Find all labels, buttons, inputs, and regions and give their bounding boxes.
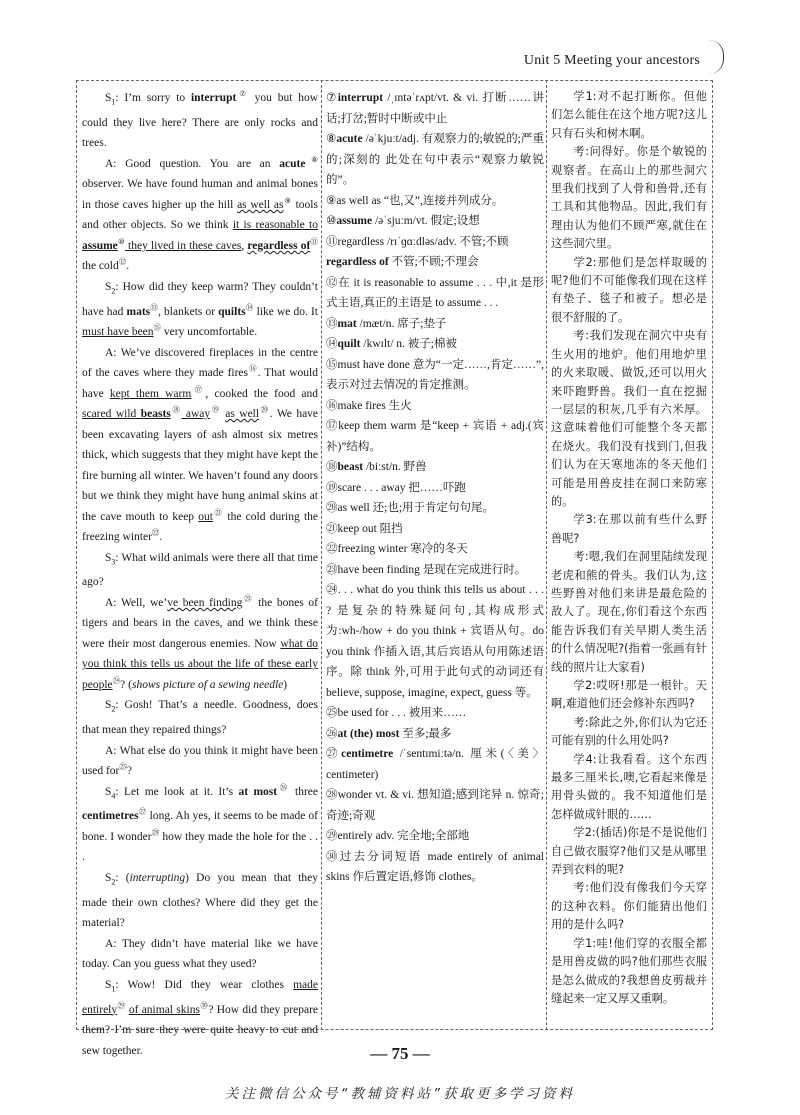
translation-paragraph: 考:嗯,我们在洞里陆续发现老虎和熊的骨头。我们认为,这些野兽对他们来讲是最危险的敌人了。现在,你们看这个东西能告诉我们有关早期人类生活的什么情况呢?(指着一张画有针线的照片让大家看) [551,550,707,674]
translation-paragraph: 学4:让我看看。这个东西最多三厘米长,噢,它看起来像是用骨头做的。我不知道他们是怎样做成针眼的…… [551,752,707,821]
vocab-note: ⑭quilt /kwɪlt/ n. 被子;棉被 [326,338,457,350]
dialogue-paragraph: A: What else do you think it might have been used for$^㉕$? [82,744,318,778]
translation-paragraph: 学2:(插话)你是不是说他们自己做衣服穿?他们又是从哪里弄到衣料的呢? [551,826,707,877]
dialogue-paragraph: $S_1$: Wow! Did they wear clothes made entirely$^㉙$ of animal skins$^㉚$? How did they prepare them? I’m sure they were quite heavy to cut and sew together. [82,978,318,1057]
chinese-translation-column [551,88,707,1008]
vocab-note: ⑲scare . . . away 把……吓跑 [326,481,466,494]
translation-paragraph: 学1:哇!他们穿的衣服全都是用兽皮做的吗?他们那些衣服是怎么做成的?我想兽皮剪裁并缝起来一定又厚又重啊。 [551,936,707,1005]
vocab-note: ㉖at (the) most 至多;最多 [326,727,452,740]
dialogue-paragraph: $S_4$: Let me look at it. It’s at most$^㉖$ three centimetres$^㉗$ long. Ah yes, it seems to be made of bone. I wonder$^㉘$ how they made the hole for the . . . [82,782,319,864]
header-brace-decoration [709,40,724,74]
vocab-note: ㉑keep out 阻挡 [326,522,403,535]
vocab-note: ㉒freezing winter 寒冷的冬天 [326,543,468,555]
page-number: — 75 — [370,1044,430,1063]
dialogue-paragraph: A: They didn’t have material like we have today. Can you guess what they used? [82,937,318,971]
dialogue-paragraph: A: Good question. You are an acute⑧ observer. We have found human and animal bones in those caves higher up the hill as well as⑨ tools and other objects. So we think it is reasonable to assume⑩ they lived in these caves, regardless of⑪ the cold⑫. [82,154,319,273]
vocab-note: ⑨as well as “也,又”,连接并列成分。 [326,194,504,207]
translation-paragraph: 学3:在那以前有些什么野兽呢? [551,513,707,545]
column-divider [546,80,547,1030]
translation-paragraph: 考:我们发现在洞穴中央有生火用的地炉。他们用地炉里的火来取暖、做饭,还可以用火来吓跑野兽。我们一直在挖掘一层层的积灰,几乎有六米厚。这意味着他们可能整个冬天都在烧火。我们没有找到门,但我们认为在天寒地冻的冬天他们可能是用兽皮挂在洞口来防寒的。 [551,329,707,508]
vocab-note: regardless of 不管;不顾;不理会 [326,256,479,268]
vocab-note: ㉔. . . what do you think this tells us about . . . ? 是复杂的特殊疑问句,其构成形式为:wh-/how + do you think + 宾语从句。do you think 作插入语,其后宾语从句用陈述语序。除 think 外,可用于此句式的动词还有 believe, suppose, imagine, expect, guess 等。 [326,584,544,699]
vocab-note: ⑧acute /əˈkjuːt/adj. 有观察力的;敏锐的;严重的;深刻的 此处在句中表示“观察力敏锐的”。 [326,133,544,186]
translation-paragraph: 学2:那他们是怎样取暖的呢?他们不可能像我们现在这样有垫子、毯子和被子。想必是很不舒服的了。 [551,255,707,324]
vocab-note: ⑮must have done 意为“一定……,肯定……”,表示对过去情况的肯定推测。 [326,358,545,391]
column-divider [321,80,322,1030]
vocab-note: ⑩assume /əˈsjuːm/vt. 假定;设想 [326,215,480,227]
vocab-note: ㉕be used for . . . 被用来…… [326,707,467,719]
translation-paragraph: 考:问得好。你是个敏锐的观察者。在高山上的那些洞穴里我们找到了人骨和兽骨,还有工具和其他物品。因此,我们有理由认为他们不顾严寒,就住在这些洞穴里。 [551,145,707,251]
unit-title: Unit 5 Meeting your ancestors [523,53,700,68]
vocab-note: ㉚过去分词短语 made entirely of animal skins 作后置定语,修饰 clothes。 [326,850,544,883]
translation-paragraph: 考:他们没有像我们今天穿的这种衣料。你们能猜出他们用的是什么吗? [551,881,707,932]
footer-note: 关注微信公众号“教辅资料站”获取更多学习资料 [225,1086,575,1102]
dialogue-paragraph: $S_2$: How did they keep warm? They couldn’t have had mats⑬, blankets or quilts⑭ like we do. It must have been⑮ very uncomfortable. [82,280,318,339]
vocab-note: ⑬mat /mæt/n. 席子;垫子 [326,317,447,330]
vocab-note: ⑯make fires 生火 [326,399,412,412]
vocab-note: ⑱beast /biːst/n. 野兽 [326,461,427,473]
translation-paragraph: 学1:对不起打断你。但他们怎么能住在这个地方呢?这儿只有石头和树木啊。 [551,90,707,140]
vocab-note: ㉓have been finding 是现在完成进行时。 [326,563,527,576]
vocab-note: ㉘wonder vt. & vi. 想知道;感到诧异 n. 惊奇;奇迹;奇观 [326,789,544,822]
dialogue-paragraph: $S_3$: What wild animals were there all that time ago? [82,551,318,589]
translation-paragraph: 学2:哎呀!那是一根针。天啊,难道他们还会修补东西吗? [551,679,707,711]
dialogue-paragraph: A: Well, we’ve been finding$^㉓$ the bones of tigers and bears in the caves, and we think these were their most dangerous enemies. Now what do you think this tells us about the life of these early people$^㉔$? (shows picture of a sewing needle) [82,594,318,691]
translation-paragraph: 考:除此之外,你们认为它还可能有别的什么用处吗? [551,715,707,748]
vocab-note: ⑰keep them warm 是“keep + 宾语 + adj.(宾补)”结构。 [326,420,544,453]
vocab-note: ⑦interrupt /ˌɪntəˈrʌpt/vt. & vi. 打断……讲话;打岔;暂时中断或中止 [326,92,545,125]
dialogue-paragraph: $S_2$: (interrupting) Do you mean that they made their own clothes? Where did they get the material? [82,871,318,930]
vocab-note: ⑪regardless /rɪˈɡɑːdləs/adv. 不管;不顾 [326,235,509,248]
dialogue-paragraph: $S_2$: Gosh! That’s a needle. Goodness, does that mean they repaired things? [82,699,318,737]
vocab-note: ㉗centimetre /ˈsentɪmiːtə/n. 厘米(〈美〉centimeter) [326,748,545,781]
dialogue-paragraph: A: We’ve discovered fireplaces in the centre of the caves where they made fires⑯. That would have kept them warm⑰, cooked the food and scared wild beasts⑱ away⑲ as well⑳. We have been excavating layers of ash almost six metres thick, which suggests that they might have kept the fire burning all winter. We haven’t found any doors but we think they might have hung animal skins at the cave mouth to keep out$^㉑$ the cold during the freezing winter$^㉒$. [82,346,319,544]
vocab-note: ⑳as well 还;也;用于肯定句句尾。 [326,502,495,514]
english-dialogue-column [82,88,318,1061]
vocab-note: ㉙entirely adv. 完全地;全部地 [326,830,470,842]
dialogue-paragraph: $S_1$: I’m sorry to interrupt⑦ you but how could they live here? There are only rocks and trees. [82,89,318,150]
vocabulary-notes-column [326,88,544,888]
vocab-note: ⑫在 it is reasonable to assume . . . 中,it 是形式主语,真正的主语是 to assume . . . [326,276,544,309]
